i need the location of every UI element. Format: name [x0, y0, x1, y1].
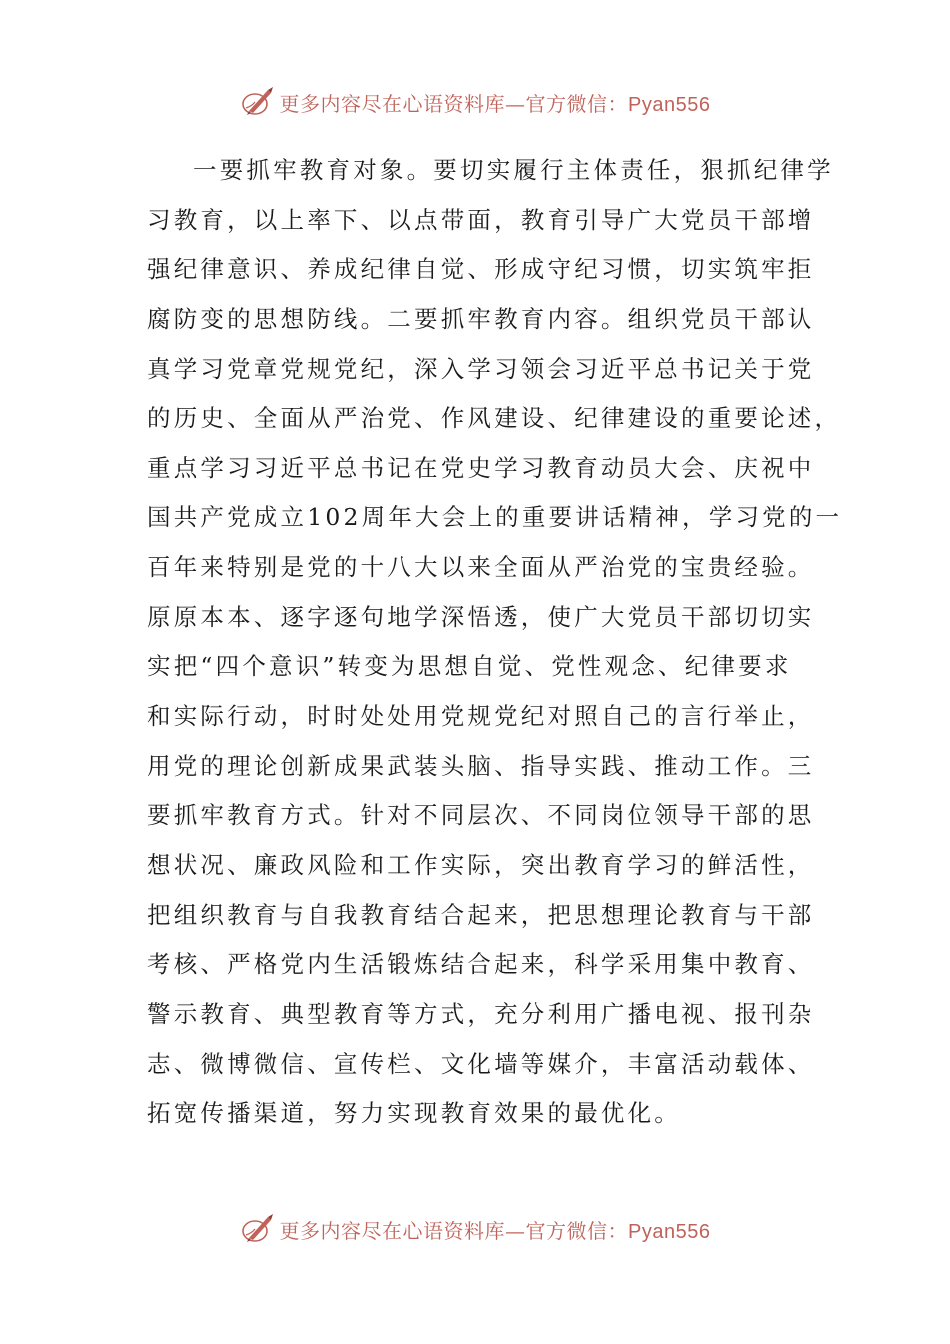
- footer-banner-text: 更多内容尽在心语资料库—官方微信：Pyan556: [279, 1218, 711, 1243]
- body-line: 习教育，以上率下、以点带面，教育引导广大党员干部增: [147, 205, 815, 234]
- body-line: 把组织教育与自我教育结合起来，把思想理论教育与干部: [147, 900, 815, 929]
- quill-pen-logo-icon: [240, 1211, 276, 1247]
- footer-banner: [0, 1207, 950, 1251]
- body-line: 想状况、廉政风险和工作实际，突出教育学习的鲜活性，: [147, 850, 815, 879]
- body-paragraph: [147, 146, 843, 1139]
- header-wechat-id: Pyan556: [628, 93, 711, 116]
- body-line: 和实际行动，时时处处用党规党纪对照自己的言行举止，: [147, 702, 815, 731]
- header-banner: [0, 80, 950, 124]
- body-line: 真学习党章党规党纪，深入学习领会习近平总书记关于党: [147, 354, 815, 383]
- body-line: 志、微博微信、宣传栏、文化墙等媒介，丰富活动载体、: [147, 1049, 815, 1078]
- body-line: 警示教育、典型教育等方式，充分利用广播电视、报刊杂: [147, 999, 815, 1028]
- body-line: 原原本本、逐字逐句地学深悟透，使广大党员干部切切实: [147, 602, 815, 631]
- body-line: 拓宽传播渠道，努力实现教育效果的最优化。: [147, 1099, 681, 1128]
- quill-pen-logo-icon: [240, 84, 276, 120]
- body-line: 百年来特别是党的十八大以来全面从严治党的宝贵经验。: [147, 553, 815, 582]
- header-banner-text: 更多内容尽在心语资料库—官方微信：Pyan556: [279, 91, 711, 116]
- body-line: 腐防变的思想防线。二要抓牢教育内容。组织党员干部认: [147, 304, 815, 333]
- body-line: 国共产党成立102周年大会上的重要讲话精神，学习党的一: [147, 503, 843, 532]
- body-line: 要抓牢教育方式。针对不同层次、不同岗位领导干部的思: [147, 801, 815, 830]
- body-line: 强纪律意识、养成纪律自觉、形成守纪习惯，切实筑牢拒: [147, 255, 815, 284]
- body-line: 一要抓牢教育对象。要切实履行主体责任，狠抓纪律学: [193, 156, 834, 184]
- body-line: 实把“四个意识”转变为思想自觉、党性观念、纪律要求: [147, 652, 792, 681]
- body-line: 的历史、全面从严治党、作风建设、纪律建设的重要论述，: [147, 404, 842, 433]
- body-line: 考核、严格党内生活锻炼结合起来，科学采用集中教育、: [147, 950, 815, 979]
- body-line: 重点学习习近平总书记在党史学习教育动员大会、庆祝中: [147, 453, 815, 482]
- body-line: 用党的理论创新成果武装头脑、指导实践、推动工作。三: [147, 751, 815, 780]
- footer-wechat-id: Pyan556: [628, 1220, 711, 1243]
